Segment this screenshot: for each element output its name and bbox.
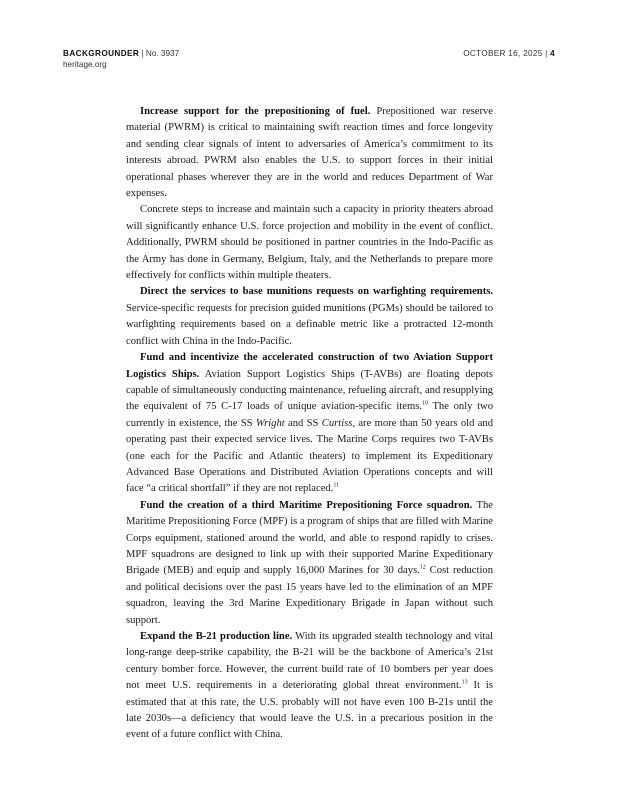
- paragraph-text: Prepositioned war reserve material (PWRM) is critical to maintaining swift reaction times and force longevity and sending clear signals of intent to adversaries of America’s commitment to its interests abroad. PWRM also enables the U.S. to support forces in their initial operational phases wherever they are in the world and reduces Department of War expenses.: [126, 106, 493, 200]
- report-number: No. 3937: [145, 49, 180, 58]
- ship-name: Curtiss: [321, 417, 353, 429]
- paragraph-fuel: [126, 104, 493, 202]
- paragraph-text: The Maritime Prepositioning Force (MPF) is a program of ships that are filled with Marine Corps equipment, stationed around the world, and able to respond rapidly to crises. MPF squadrons are designed to link up with their supported Marine Expeditionary Brigade (MEB) and equip and supply 16,000 Marines for 30 days.: [126, 499, 493, 577]
- paragraph-text: Cost reduction and political decisions over the past 15 years have led to the elimination of an MPF squadron, leaving the 3rd Marine Expeditionary Brigade in Japan without such support.: [126, 565, 493, 626]
- series-name: BACKGROUNDER: [63, 49, 140, 58]
- paragraph-text: Aviation Support Logistics Ships (T-AVBs) are floating depots capable of simultaneously conducting maintenance, refueling aircraft, and resupplying the equivalent of 75 C-17 loads of unique aviation-specific items.: [126, 368, 494, 413]
- header-separator: |: [139, 49, 146, 58]
- paragraph-aviation-ships: [126, 350, 493, 498]
- footnote-ref[interactable]: 13: [461, 679, 468, 686]
- paragraph-mpf: [126, 498, 493, 629]
- footnote-ref[interactable]: 11: [333, 482, 340, 489]
- site-link[interactable]: heritage.org: [63, 60, 107, 69]
- footnote-ref[interactable]: 12: [419, 564, 426, 571]
- page-number: 4: [550, 49, 555, 58]
- paragraph-heading: Fund and incentivize the accelerated construction of two Aviation Support Logistics Ships.: [126, 352, 493, 380]
- paragraph-text: , are more than 50 years old and operating past their expected service lives. The Marine Corps requires two T-AVBs (one each for the Pacific and Atlantic theaters) to implement its Expeditionary Advanced Base Operations and Distributed Aviation Operations concepts and will face “a critical shortfall” if they are not replaced.: [126, 417, 493, 495]
- paragraph-b21: [126, 629, 493, 744]
- paragraph-text: Service-specific requests for precision guided munitions (PGMs) should be tailored to warfighting requirements based on a definable metric like a protracted 12-month conflict with China in the Indo-Pacific.: [126, 302, 493, 347]
- article-body: [126, 104, 493, 744]
- header-left: [63, 48, 179, 70]
- paragraph-text: Concrete steps to increase and maintain such a capacity in priority theaters abroad will significantly enhance U.S. force projection and mobility in the event of conflict. Additionally, PWRM should be positioned in partner countries in the Indo-Pacific as the Army has done in Germany, Belgium, Italy, and the Netherlands to prepare more effectively for conflicts within multiple theaters.: [126, 204, 493, 282]
- page-header: [63, 48, 555, 78]
- paragraph-heading: Increase support for the prepositioning of fuel.: [140, 106, 371, 117]
- paragraph-text: The only two currently in existence, the SS: [126, 401, 493, 429]
- ship-name: Wright: [255, 417, 285, 429]
- paragraph-munitions: [126, 284, 493, 350]
- header-right: OCTOBER 16, 2025 | 4: [463, 49, 555, 58]
- paragraph-text: With its upgraded stealth technology and vital long-range deep-strike capability, the B-21 will be the backbone of America’s 21st century bomber force. However, the current build rate of 10 bombers per year does not meet U.S. requirements in a deteriorating global threat environment.: [126, 631, 493, 692]
- paragraph-text: It is estimated that at this rate, the U.S. probably will not have even 100 B-21s until the late 2030s—a deficiency that would leave the U.S. in a precarious position in the event of a future conflict with China.: [126, 680, 493, 741]
- paragraph-text: and SS: [284, 417, 322, 429]
- paragraph-heading: Direct the services to base munitions requests on warfighting requirements.: [140, 286, 493, 298]
- footnote-ref[interactable]: 10: [421, 400, 428, 407]
- publication-date: OCTOBER 16, 2025: [463, 49, 543, 58]
- paragraph-heading: Expand the B-21 production line.: [140, 631, 293, 642]
- paragraph-heading: Fund the creation of a third Maritime Prepositioning Force squadron.: [140, 499, 473, 511]
- paragraph-steps: [126, 202, 493, 284]
